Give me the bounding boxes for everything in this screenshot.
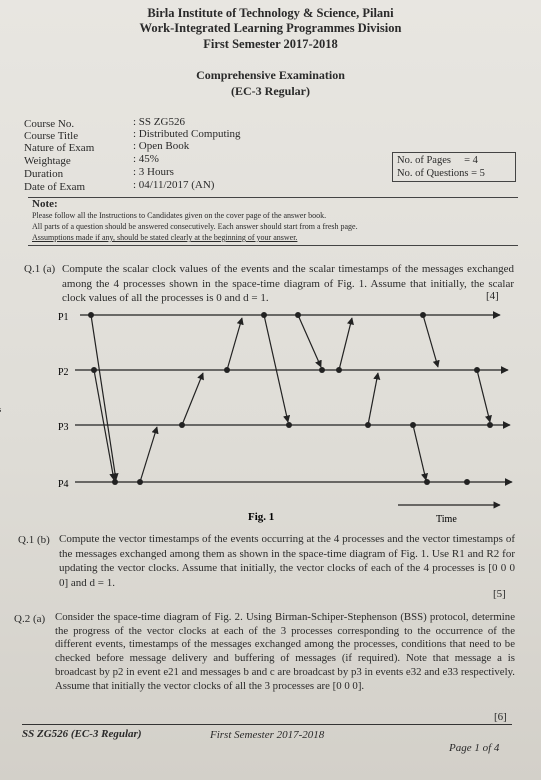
event-dot [261,312,267,318]
info-value: : Distributed Computing [133,128,241,140]
event-dot [365,422,371,428]
event-dot [91,367,97,373]
event-dot [336,367,342,373]
process-label-p2: P2 [58,367,69,378]
space-time-diagram [0,300,541,530]
info-value: : 45% [133,153,159,165]
question-text: Compute the scalar clock values of the events and the scalar timestamps of the messages exchanged among the 4 processes shown in the space-time diagram of Fig. 1. Assume that initially, the scalar clock values of all the processes is 0 and d = 1. [62,263,514,304]
questions-count: No. of Questions = 5 [397,168,485,179]
info-value: : SS ZG526 [133,116,185,128]
message-arrow [182,373,203,425]
event-dot [88,312,94,318]
question-number: Q.2 (a) [14,613,46,625]
info-value: : 3 Hours [133,166,174,178]
message-arrow [413,425,426,480]
note-title: Note: [32,198,58,210]
exam-title: Comprehensive Examination [196,68,345,82]
process-label-p4: P4 [58,479,69,490]
exam-type: (EC-3 Regular) [231,84,310,98]
message-arrow [298,315,321,367]
event-dot [295,312,301,318]
figure-caption: Fig. 1 [248,511,275,523]
question-text: Consider the space-time diagram of Fig. 2. Using Birman-Schiper-Stephenson (BSS) protocol, determine the progress of the vector clocks at each of the 3 processes corresponding to the occurrence of the different events, timestamps of the messages exchanged among the processes, conditions that need to be checked before message delivery and buffering of messages (if required). Note that message a is broadcast by p2 in event e21 and messages b and c are broadcast by p3 in events e32 and e33 respectively. Assume that initially the vector clocks of all the 3 processes are [0 0 0]. [55,611,515,692]
question-number: Q.1 (b) [18,534,50,546]
message-arrow [477,370,490,422]
institute-name: Birla Institute of Technology & Science, Pilani [147,6,394,20]
event-dot [424,479,430,485]
event-dot [137,479,143,485]
processes-axis-label [0,405,1,414]
question-marks: [6] [494,711,507,723]
page-question-count-box [392,152,516,182]
event-dot [112,479,118,485]
event-dot [286,422,292,428]
page-number: Page 1 of 4 [449,742,500,754]
division-name: Work-Integrated Learning Programmes Division [139,21,402,35]
note-line: Please follow all the Instructions to Candidates given on the cover page of the answer book. [32,211,327,220]
info-label: Course No. [24,118,75,130]
event-dot [474,367,480,373]
info-label: Nature of Exam [24,142,95,154]
semester-title: First Semester 2017-2018 [203,37,338,51]
note-line: Assumptions made if any, should be stated clearly at the beginning of your answer. [32,233,298,242]
event-dot [420,312,426,318]
message-arrow [91,315,116,480]
message-arrow [339,318,352,370]
info-value: : 04/11/2017 (AN) [133,179,215,191]
message-arrow [264,315,288,422]
process-label-p1: P1 [58,312,69,323]
message-arrow [140,427,157,482]
footer-course: SS ZG526 (EC-3 Regular) [22,728,142,740]
message-arrow [423,315,438,367]
event-dot [410,422,416,428]
info-value: : Open Book [133,140,190,152]
info-label: Weightage [24,155,71,167]
footer-divider [22,724,512,725]
info-label: Course Title [24,130,79,142]
event-dot [319,367,325,373]
process-label-p3: P3 [58,422,69,433]
info-label: Date of Exam [24,181,86,193]
event-dot [487,422,493,428]
question-number: Q.1 (a) [24,263,56,275]
question-marks: [5] [493,588,506,600]
event-dot [464,479,470,485]
question-text: Compute the vector timestamps of the events occurring at the 4 processes and the vector timestamps of the messages exchanged among them as shown in the space-time diagram of Fig. 1. Use R1 and R2 for updating the vector clocks. Assume that initially, the vector clocks of each of the 4 processes is [0 0 0 0] and d = 1. [59,533,515,589]
info-label: Duration [24,168,64,180]
message-arrow [368,373,378,425]
question-marks: [4] [486,290,499,302]
note-line: All parts of a question should be answered consecutively. Each answer should start from a fresh page. [32,222,358,231]
time-label: Time [436,514,457,525]
pages-count: No. of Pages = 4 [397,155,478,166]
event-dot [224,367,230,373]
event-dot [179,422,185,428]
footer-semester: First Semester 2017-2018 [210,729,325,741]
message-arrow [227,318,242,370]
